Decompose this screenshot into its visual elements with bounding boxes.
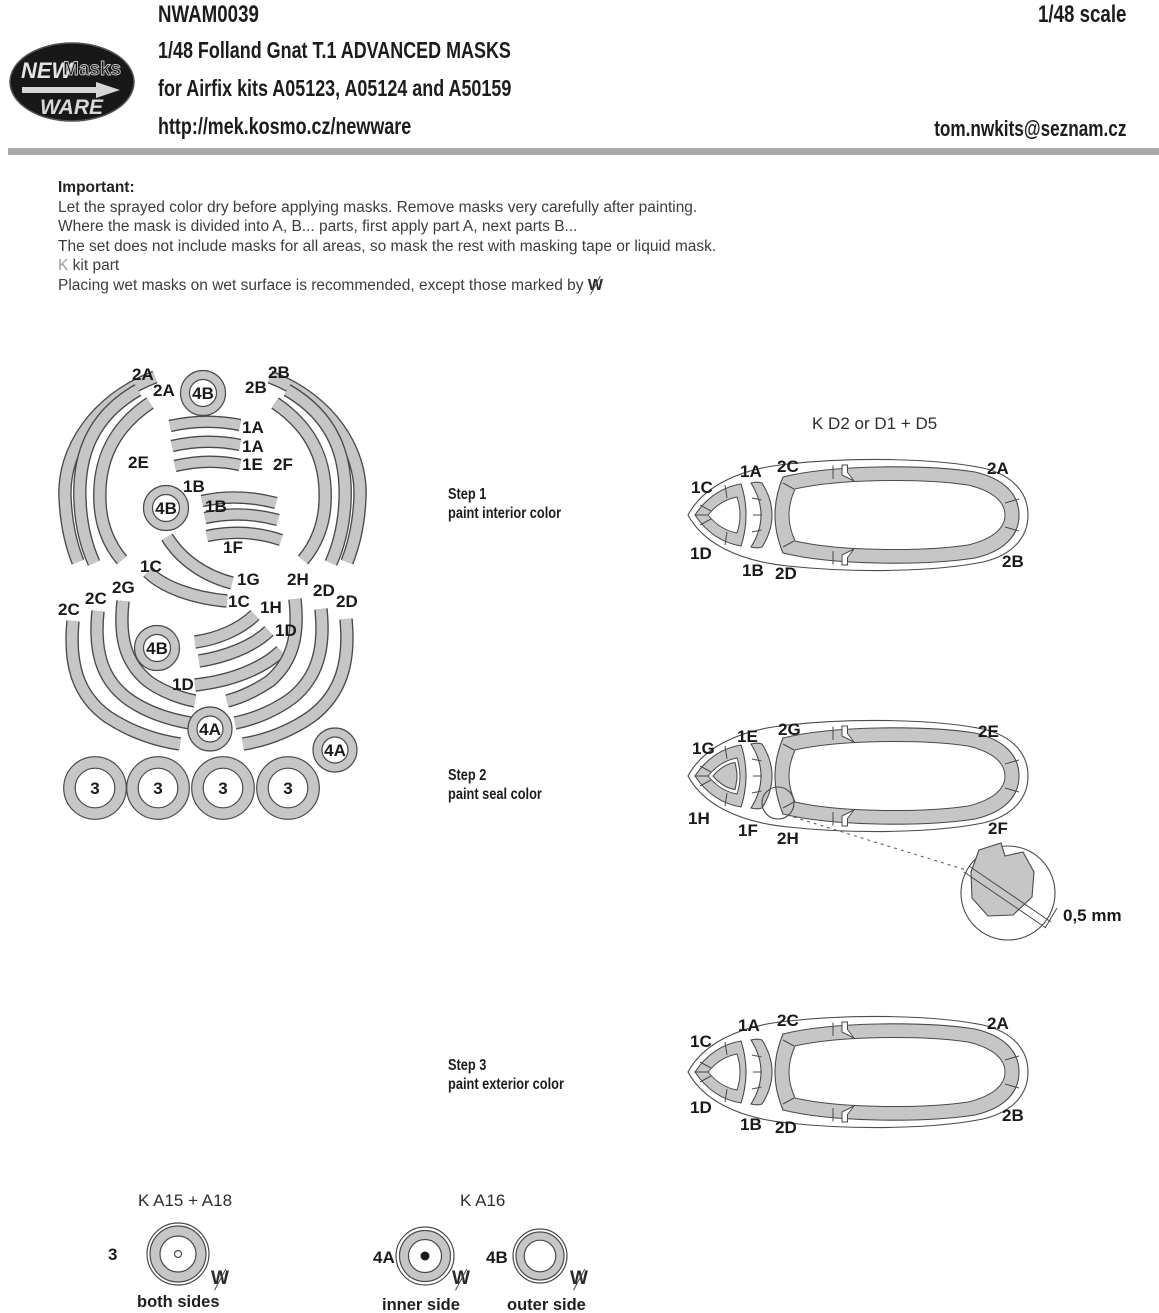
part-label: 4B bbox=[155, 499, 177, 518]
a16-part2-wet-mark: W bbox=[570, 1268, 588, 1289]
svg-text:1G: 1G bbox=[692, 739, 715, 758]
a16-part1-caption: inner side bbox=[382, 1296, 460, 1313]
wet-note-text: Placing wet masks on wet surface is recommended, except those marked by bbox=[58, 276, 584, 294]
svg-text:2F: 2F bbox=[988, 819, 1008, 838]
svg-text:1C: 1C bbox=[691, 478, 713, 497]
logo-word-new: NEW bbox=[21, 58, 73, 83]
step1-caption bbox=[448, 485, 561, 523]
part-label: 2A bbox=[132, 365, 154, 384]
part-label: 4B bbox=[192, 384, 214, 403]
detail-magnifier bbox=[961, 843, 1122, 940]
svg-text:1D: 1D bbox=[690, 1098, 712, 1117]
header-divider bbox=[8, 148, 1159, 155]
kit-part-text: kit part bbox=[72, 257, 120, 274]
svg-text:2H: 2H bbox=[777, 829, 799, 848]
svg-text:1C: 1C bbox=[690, 1032, 712, 1051]
svg-text:2C: 2C bbox=[777, 457, 799, 476]
svg-text:1F: 1F bbox=[738, 821, 758, 840]
part-label: 3 bbox=[153, 779, 163, 798]
wet-mark: W bbox=[587, 276, 603, 294]
svg-text:2D: 2D bbox=[775, 564, 797, 583]
svg-text:2G: 2G bbox=[778, 720, 801, 739]
svg-text:1D: 1D bbox=[690, 544, 712, 563]
svg-text:1A: 1A bbox=[740, 462, 762, 481]
step3-canopy-diagram bbox=[683, 1010, 1033, 1145]
note-line-3: The set does not include masks for all areas, so mask the rest with masking tape or liquid mask. bbox=[58, 237, 717, 255]
a16-part1-wet-mark: W bbox=[452, 1268, 470, 1289]
part-label: 2C bbox=[85, 589, 107, 608]
part-label: 3 bbox=[218, 779, 228, 798]
a16-part2-label: 4B bbox=[486, 1248, 508, 1267]
part-label: 2F bbox=[273, 455, 293, 474]
part-label: 1E bbox=[242, 455, 263, 474]
detail-measure-label: 0,5 mm bbox=[1063, 906, 1122, 925]
part-label: 1F bbox=[223, 538, 243, 557]
a15-heading: K A15 + A18 bbox=[138, 1191, 233, 1210]
svg-text:2B: 2B bbox=[1002, 1106, 1024, 1125]
svg-text:2E: 2E bbox=[978, 722, 999, 741]
part-label: 3 bbox=[283, 779, 293, 798]
svg-text:1A: 1A bbox=[738, 1016, 760, 1035]
step3-name: Step 3 bbox=[448, 1057, 487, 1074]
part-label: 2D bbox=[336, 592, 358, 611]
a16-part1-label: 4A bbox=[373, 1248, 395, 1267]
step1-canopy-diagram bbox=[683, 453, 1033, 588]
important-heading: Important: bbox=[58, 179, 135, 196]
part-label: 2E bbox=[128, 453, 149, 472]
svg-text:2C: 2C bbox=[777, 1011, 799, 1030]
part-label: 2C bbox=[58, 600, 80, 619]
part-label: 1A bbox=[242, 418, 264, 437]
a16-part2-caption: outer side bbox=[507, 1296, 586, 1313]
part-label: 2G bbox=[112, 578, 135, 597]
logo-word-ware: WARE bbox=[40, 96, 103, 119]
kit-part-symbol: K bbox=[58, 257, 69, 274]
svg-text:2D: 2D bbox=[775, 1118, 797, 1137]
svg-text:1B: 1B bbox=[742, 561, 764, 580]
step3-action: paint exterior color bbox=[448, 1076, 564, 1093]
part-label: 2H bbox=[287, 570, 309, 589]
step3-caption bbox=[448, 1056, 564, 1094]
sheet-subtitle: for Airfix kits A05123, A05124 and A50159 bbox=[158, 75, 512, 101]
mask-sheet-diagram bbox=[55, 355, 375, 835]
product-code: NWAM0039 bbox=[158, 1, 259, 28]
a15-wet-mark: W bbox=[211, 1268, 229, 1289]
part-label: 2B bbox=[268, 363, 290, 382]
part-label: 1B bbox=[183, 477, 205, 496]
canopy-kit-heading: K D2 or D1 + D5 bbox=[812, 414, 938, 433]
a15-mask-ring bbox=[143, 1219, 213, 1289]
part-label: 1G bbox=[237, 570, 260, 589]
note-line-wet bbox=[58, 276, 716, 296]
svg-text:1B: 1B bbox=[740, 1115, 762, 1134]
part-label: 2A bbox=[153, 381, 175, 400]
step2-caption bbox=[448, 766, 542, 804]
a15-caption: both sides bbox=[137, 1293, 220, 1311]
step2-canopy-diagram bbox=[683, 714, 1159, 954]
a16-heading: K A16 bbox=[460, 1191, 506, 1210]
center-dot bbox=[421, 1252, 430, 1261]
step2-name: Step 2 bbox=[448, 767, 487, 784]
part-label: 1C bbox=[140, 557, 162, 576]
svg-text:1E: 1E bbox=[737, 727, 758, 746]
part-label: 1C bbox=[228, 592, 250, 611]
note-line-1: Let the sprayed color dry before applying masks. Remove masks very carefully after painting. bbox=[58, 198, 698, 216]
step1-action: paint interior color bbox=[448, 505, 562, 522]
part-label: 1A bbox=[242, 437, 264, 456]
svg-text:1H: 1H bbox=[688, 809, 710, 828]
step2-action: paint seal color bbox=[448, 786, 542, 803]
part-label: 4A bbox=[199, 720, 221, 739]
svg-text:2B: 2B bbox=[1002, 552, 1024, 571]
important-notes bbox=[58, 178, 716, 295]
a16-inner-mask-ring bbox=[392, 1223, 458, 1289]
svg-text:2A: 2A bbox=[987, 459, 1009, 478]
sheet-title: 1/48 Folland Gnat T.1 ADVANCED MASKS bbox=[158, 37, 511, 63]
maker-url: http://mek.kosmo.cz/newware bbox=[158, 113, 412, 139]
logo-word-masks: Masks bbox=[63, 59, 122, 80]
part-label: 2D bbox=[313, 581, 335, 600]
part-label: 1D bbox=[172, 675, 194, 694]
note-line-2: Where the mask is divided into A, B... parts, first apply part A, next parts B... bbox=[58, 218, 578, 235]
part-label: 4B bbox=[146, 639, 168, 658]
part-label: 2B bbox=[245, 378, 267, 397]
part-label: 3 bbox=[90, 779, 100, 798]
svg-text:2A: 2A bbox=[987, 1014, 1009, 1033]
newware-logo bbox=[8, 42, 136, 122]
a16-outer-mask-ring bbox=[510, 1226, 570, 1286]
contact-email: tom.nwkits@seznam.cz bbox=[933, 116, 1126, 141]
mask-bands bbox=[65, 377, 360, 744]
a15-part-label: 3 bbox=[108, 1245, 118, 1264]
step1-name: Step 1 bbox=[448, 486, 487, 503]
note-line-kit bbox=[58, 256, 716, 276]
part-label: 1H bbox=[260, 598, 282, 617]
part-label: 1B bbox=[205, 497, 227, 516]
part-label: 4A bbox=[324, 741, 346, 760]
scale-label: 1/48 scale bbox=[1037, 1, 1126, 28]
part-label: 1D bbox=[275, 621, 297, 640]
